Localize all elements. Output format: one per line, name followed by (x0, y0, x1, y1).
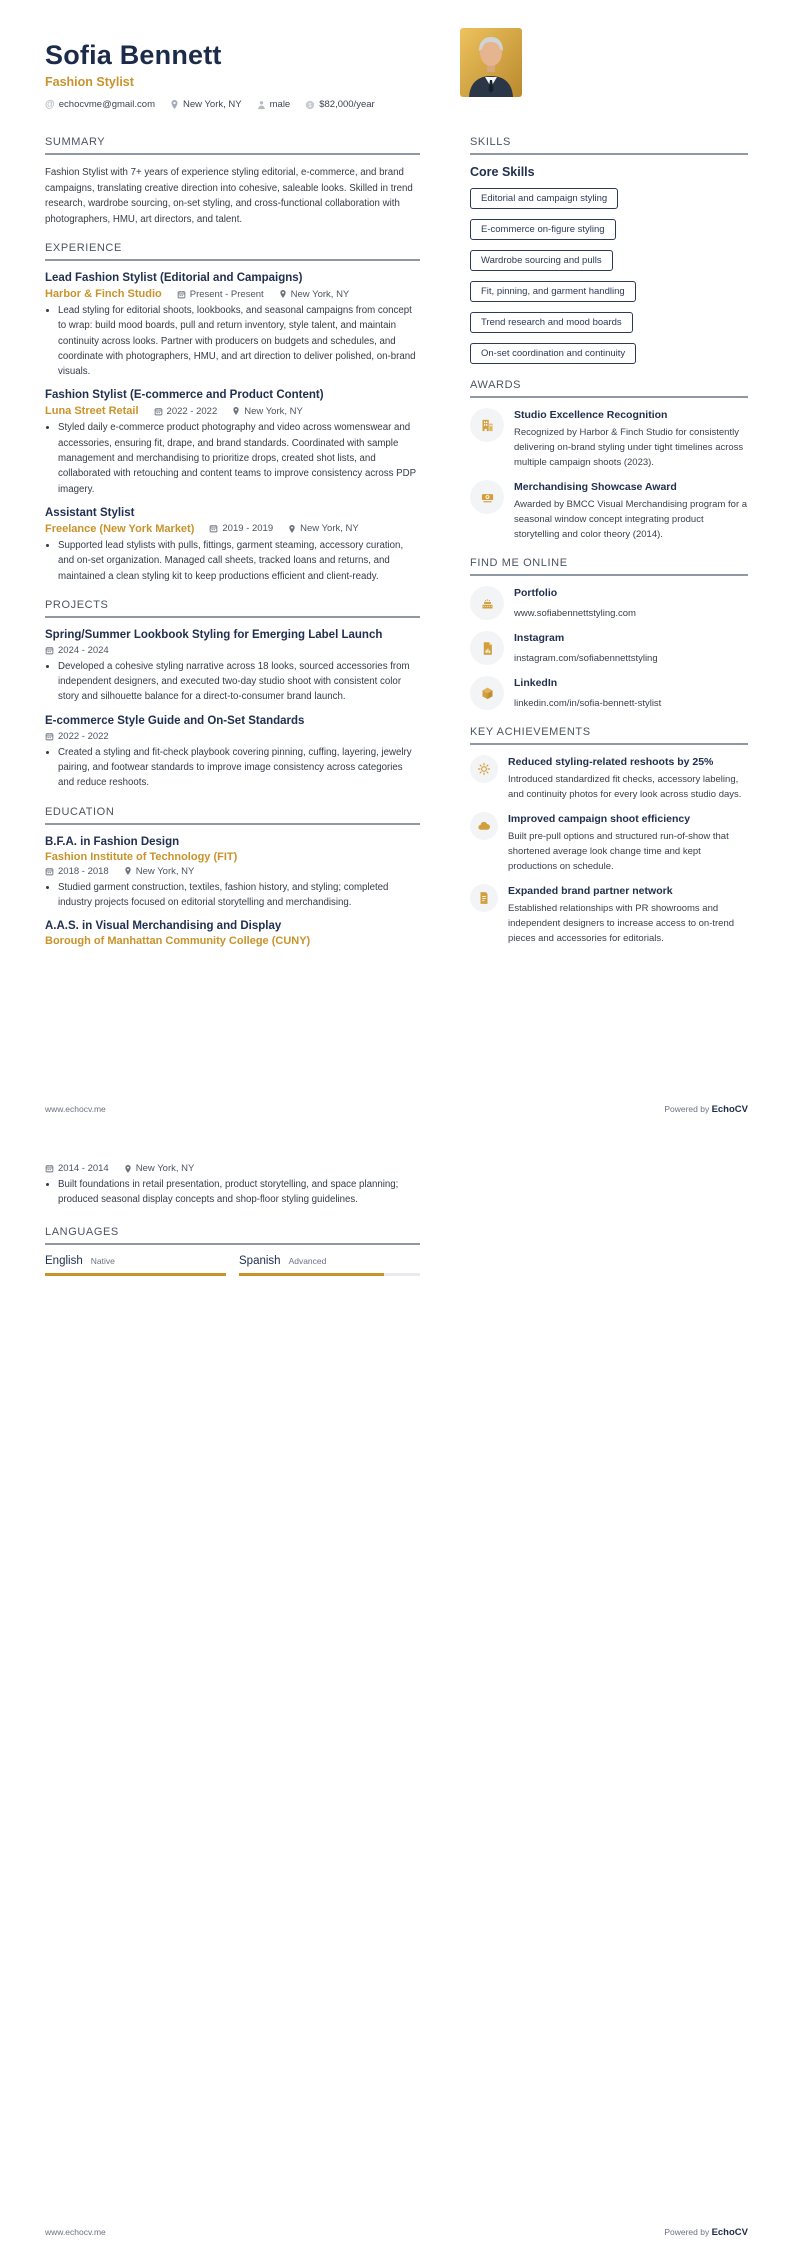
project-entry: Spring/Summer Lookbook Styling for Emerging Label Launch 2024 - 2024 • Developed a cohesive styling narrative across 18 looks, sourced accessories from independent designers, and executed two-day studio shoot with consistent color story and silhouette balance for a direct-to-consumer brand launch. (45, 628, 420, 705)
language-proficiency-bar (239, 1273, 420, 1276)
experience-entry: Lead Fashion Stylist (Editorial and Campaigns) Harbor & Finch Studio Present - Present New York, NY • Lead styling for editorial shoots, lookbooks, and seasonal campaigns from concept to wrap: build mood boards, pull and return inventory, style talent, and maintain continuity across looks. Partner with producers on budgets and schedules, and coordinate with photographers, HMU, and art direction to deliver polished, on-brand visuals. (45, 271, 420, 379)
location: New York, NY (288, 523, 359, 534)
education-continued (45, 1163, 420, 1208)
online-item-portfolio[interactable]: Portfolio www.sofiabennettstyling.com (470, 586, 748, 621)
pin-icon (232, 406, 240, 416)
contact-gender: male (257, 99, 291, 110)
location: New York, NY (279, 289, 350, 300)
key-achievements-section (470, 726, 748, 946)
location: New York, NY (124, 866, 195, 877)
dates: 2022 - 2022 (154, 406, 218, 417)
achievement-item: Reduced styling-related reshoots by 25% Introduced standardized fit checks, accessory labeling, and continuity photos for every look across studio days. (470, 755, 748, 802)
calendar-icon (177, 290, 186, 299)
find-me-online-heading: FIND ME ONLINE (470, 557, 748, 576)
achievement-item: Improved campaign shoot efficiency Built pre-pull options and structured run-of-show that shortened average look change time and kept productions on schedule. (470, 812, 748, 874)
education-entry: A.A.S. in Visual Merchandising and Display Borough of Manhattan Community College (CUNY) (45, 919, 420, 947)
experience-bullet: • Supported lead stylists with pulls, fittings, garment steaming, accessory curation, and on-set organization. Managed call sheets, tracked loans and returns, and maintained a clean styling kit to keep productions efficient and client-ready. (58, 538, 420, 584)
person-icon (257, 100, 266, 110)
project-bullet: • Created a styling and fit-check playbook covering pinning, cuffing, layering, jewelry pairing, and footwear standards to improve image consistency across categories and reduce reshoots. (58, 745, 420, 791)
dates: 2018 - 2018 (45, 866, 109, 877)
skill-pill: Editorial and campaign styling (470, 188, 618, 209)
coin-icon (305, 100, 315, 110)
experience-entry: Fashion Stylist (E-commerce and Product Content) Luna Street Retail 2022 - 2022 New York, NY • Styled daily e-commerce product photography and video across womenswear and accessories, ensuring fit, drape, and brand standards. Coordinated with sample management and merchandising to prioritize drops, created shot lists, and collaborated with retouching and content teams to improve consistency across PDP imagery. (45, 388, 420, 496)
dates: 2022 - 2022 (45, 731, 109, 742)
languages-heading: LANGUAGES (45, 1226, 420, 1245)
projects-section (45, 599, 420, 791)
pin-icon (279, 289, 287, 299)
school-name: Borough of Manhattan Community College (CUNY) (45, 935, 311, 948)
skill-pill: Wardrobe sourcing and pulls (470, 250, 613, 271)
summary-section (45, 136, 420, 227)
company-name: Harbor & Finch Studio (45, 288, 162, 300)
calendar-icon (209, 524, 218, 533)
skill-pill: Trend research and mood boards (470, 312, 633, 333)
certificate-card-icon (470, 480, 504, 514)
awards-section (470, 379, 748, 542)
education-heading: EDUCATION (45, 806, 420, 825)
experience-heading: EXPERIENCE (45, 242, 420, 261)
projects-heading: PROJECTS (45, 599, 420, 618)
skill-pill: On-set coordination and continuity (470, 343, 636, 364)
contact-email[interactable]: @ echocvme@gmail.com (45, 99, 155, 110)
language-item: Spanish Advanced (239, 1255, 420, 1276)
pin-icon (288, 524, 296, 534)
skills-heading: SKILLS (470, 136, 748, 155)
layers-cake-icon (470, 586, 504, 620)
calendar-icon (45, 867, 54, 876)
linkedin-link[interactable]: linkedin.com/in/sofia-bennett-stylist (514, 698, 662, 709)
resume-page-2 (0, 1123, 794, 2246)
pin-icon (124, 1164, 132, 1174)
svg-text:$: $ (308, 102, 312, 109)
experience-bullet: • Lead styling for editorial shoots, lookbooks, and seasonal campaigns from concept to wrap: build mood boards, pull and return inventory, style talent, and maintain continuity across looks. Partner with producers on budgets and schedules, and coordinate with photographers, HMU, and art direction to deliver polished, on-brand visuals. (58, 303, 420, 379)
pin-icon (124, 866, 132, 876)
file-chart-icon (470, 631, 504, 665)
echocv-brand: EchoCV (711, 1104, 748, 1115)
profile-photo (460, 28, 522, 97)
cube-icon (470, 676, 504, 710)
document-icon (470, 884, 498, 912)
echocv-site-link[interactable]: www.echocv.me (45, 1104, 106, 1114)
headshot-illustration (460, 28, 522, 97)
education-bullet: • Studied garment construction, textiles, fashion history, and styling; completed industry projects focused on editorial storytelling and merchandising. (58, 880, 420, 911)
online-item-instagram[interactable]: Instagram instagram.com/sofiabennettstyling (470, 631, 748, 666)
echocv-brand: EchoCV (711, 2227, 748, 2238)
languages-section (45, 1226, 420, 1276)
award-item: Merchandising Showcase Award Awarded by BMCC Visual Merchandising program for a seasonal window concept integrating product storytelling and color theory (2014). (470, 480, 748, 542)
find-me-online-section (470, 557, 748, 711)
at-icon: @ (45, 99, 55, 110)
experience-bullet: • Styled daily e-commerce product photography and video across womenswear and accessories, ensuring fit, drape, and brand standards. Coordinated with sample management and merchandising to prioritize drops, created shot lists, and collaborated with retouching and content teams to improve consistency across PDP imagery. (58, 420, 420, 496)
contact-salary: $ $82,000/year (305, 99, 374, 110)
echocv-site-link[interactable]: www.echocv.me (45, 2227, 106, 2237)
person-job-title: Fashion Stylist (45, 75, 134, 89)
dates: 2019 - 2019 (209, 523, 273, 534)
online-item-linkedin[interactable]: LinkedIn linkedin.com/in/sofia-bennett-stylist (470, 676, 748, 711)
calendar-icon (45, 1164, 54, 1173)
award-item: Studio Excellence Recognition Recognized by Harbor & Finch Studio for consistently delivering on-brand styling under tight timelines across multiple campaign shoots (2023). (470, 408, 748, 470)
calendar-icon (154, 407, 163, 416)
skills-group-title: Core Skills (470, 165, 535, 179)
dates: Present - Present (177, 289, 264, 300)
page-footer (45, 2227, 748, 2238)
school-name: Fashion Institute of Technology (FIT) (45, 850, 238, 863)
contact-location: New York, NY (170, 99, 242, 110)
building-icon (470, 408, 504, 442)
education-bullet: • Built foundations in retail presentation, product storytelling, and space planning; produced seasonal display concepts and shop-floor styling guidelines. (58, 1177, 420, 1208)
cloud-icon (470, 812, 498, 840)
education-section (45, 806, 420, 948)
experience-section (45, 242, 420, 584)
skill-pill: Fit, pinning, and garment handling (470, 281, 636, 302)
skill-pill: E-commerce on-figure styling (470, 219, 616, 240)
powered-by: Powered by EchoCV (664, 2227, 748, 2238)
language-proficiency-bar (45, 1273, 226, 1276)
page-footer (45, 1104, 748, 1115)
summary-heading: SUMMARY (45, 136, 420, 155)
awards-heading: AWARDS (470, 379, 748, 398)
sun-icon (470, 755, 498, 783)
person-name: Sofia Bennett (45, 40, 222, 70)
powered-by: Powered by EchoCV (664, 1104, 748, 1115)
pin-icon (170, 99, 179, 110)
project-entry: E-commerce Style Guide and On-Set Standards 2022 - 2022 • Created a styling and fit-check playbook covering pinning, cuffing, layering, jewelry pairing, and footwear standards to improve image consistency across categories and reduce reshoots. (45, 714, 420, 791)
language-item: English Native (45, 1255, 226, 1276)
contact-row (45, 99, 748, 110)
education-entry: B.F.A. in Fashion Design Fashion Institute of Technology (FIT) 2018 - 2018 New York, NY • Studied garment construction, textiles, fashion history, and styling; completed industry projects focused on editorial storytelling and merchandising. (45, 835, 420, 911)
calendar-icon (45, 732, 54, 741)
portfolio-link[interactable]: www.sofiabennettstyling.com (514, 608, 636, 619)
location: New York, NY (124, 1163, 195, 1174)
company-name: Luna Street Retail (45, 405, 139, 418)
skills-section (470, 136, 748, 364)
education-entry-continued (45, 1163, 420, 1208)
project-bullet: • Developed a cohesive styling narrative across 18 looks, sourced accessories from independent designers, and executed two-day studio shoot with consistent color story and silhouette balance for a direct-to-consumer brand launch. (58, 659, 420, 705)
key-achievements-heading: KEY ACHIEVEMENTS (470, 726, 748, 745)
summary-text: Fashion Stylist with 7+ years of experience styling editorial, e-commerce, and brand campaigns, translating creative direction into cohesive, saleable looks. Skilled in trend research, wardrobe sourcing, on-set styling, and cross-functional collaboration with photographers, HMU, art directors, and talent. (45, 167, 413, 225)
dates: 2014 - 2014 (45, 1163, 109, 1174)
experience-entry: Assistant Stylist Freelance (New York Market) 2019 - 2019 New York, NY • Supported lead stylists with pulls, fittings, garment steaming, accessory curation, and on-set organization. Managed call sheets, tracked loans and returns, and maintained a clean styling kit to keep productions efficient and client-ready. (45, 506, 420, 584)
calendar-icon (45, 646, 54, 655)
dates: 2024 - 2024 (45, 645, 109, 656)
location: New York, NY (232, 406, 303, 417)
company-name: Freelance (New York Market) (45, 522, 195, 535)
instagram-link[interactable]: instagram.com/sofiabennettstyling (514, 653, 658, 664)
achievement-item: Expanded brand partner network Established relationships with PR showrooms and independent designers to increase access to on-trend pieces and accessories for editorials. (470, 884, 748, 946)
